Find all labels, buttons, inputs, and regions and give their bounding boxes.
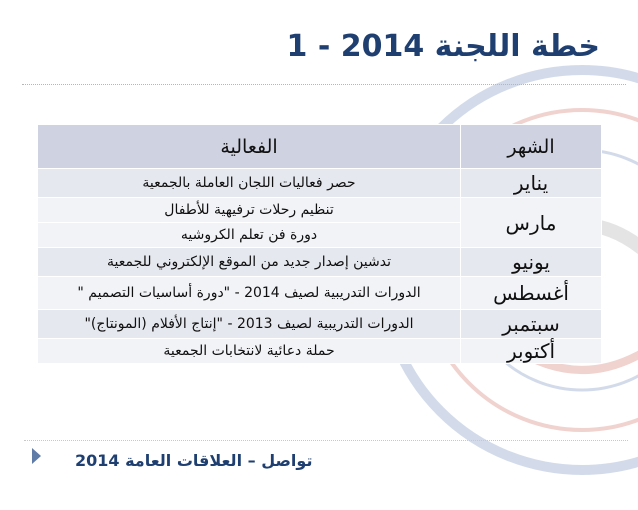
slide-title: خطة اللجنة 2014 - 1 [286,29,600,64]
activity-cell: الدورات التدريبية لصيف 2013 - "إنتاج الأفلام (المونتاج)" [38,310,461,339]
table-row [38,198,602,223]
activity-cell: تنظيم رحلات ترفيهية للأطفال [38,198,461,223]
table-row [38,277,602,310]
table-header-row [38,125,602,169]
month-cell: يونيو [461,248,602,277]
table-row [38,169,602,198]
activity-cell: الدورات التدريبية لصيف 2014 - "دورة أساسيات التصميم " [38,277,461,310]
bullet-triangle-icon [32,448,41,464]
activity-cell: حصر فعاليات اللجان العاملة بالجمعية [38,169,461,198]
header-month: الشهر [461,125,602,169]
slide-footer: تواصل – العلاقات العامة 2014 [75,451,313,470]
activity-cell: حملة دعائية لانتخابات الجمعية [38,339,461,364]
activity-cell: تدشين إصدار جديد من الموقع الإلكتروني للجمعية [38,248,461,277]
month-cell: أكتوبر [461,339,602,364]
title-divider [22,84,626,85]
committee-plan-table [37,124,602,364]
activity-cell: دورة فن تعلم الكروشيه [38,223,461,248]
table-row [38,339,602,364]
header-activity: الفعالية [38,125,461,169]
month-cell: سبتمبر [461,310,602,339]
table-row [38,248,602,277]
table-row [38,310,602,339]
month-cell: يناير [461,169,602,198]
month-cell: مارس [461,198,602,248]
month-cell: أغسطس [461,277,602,310]
footer-divider [24,440,628,441]
